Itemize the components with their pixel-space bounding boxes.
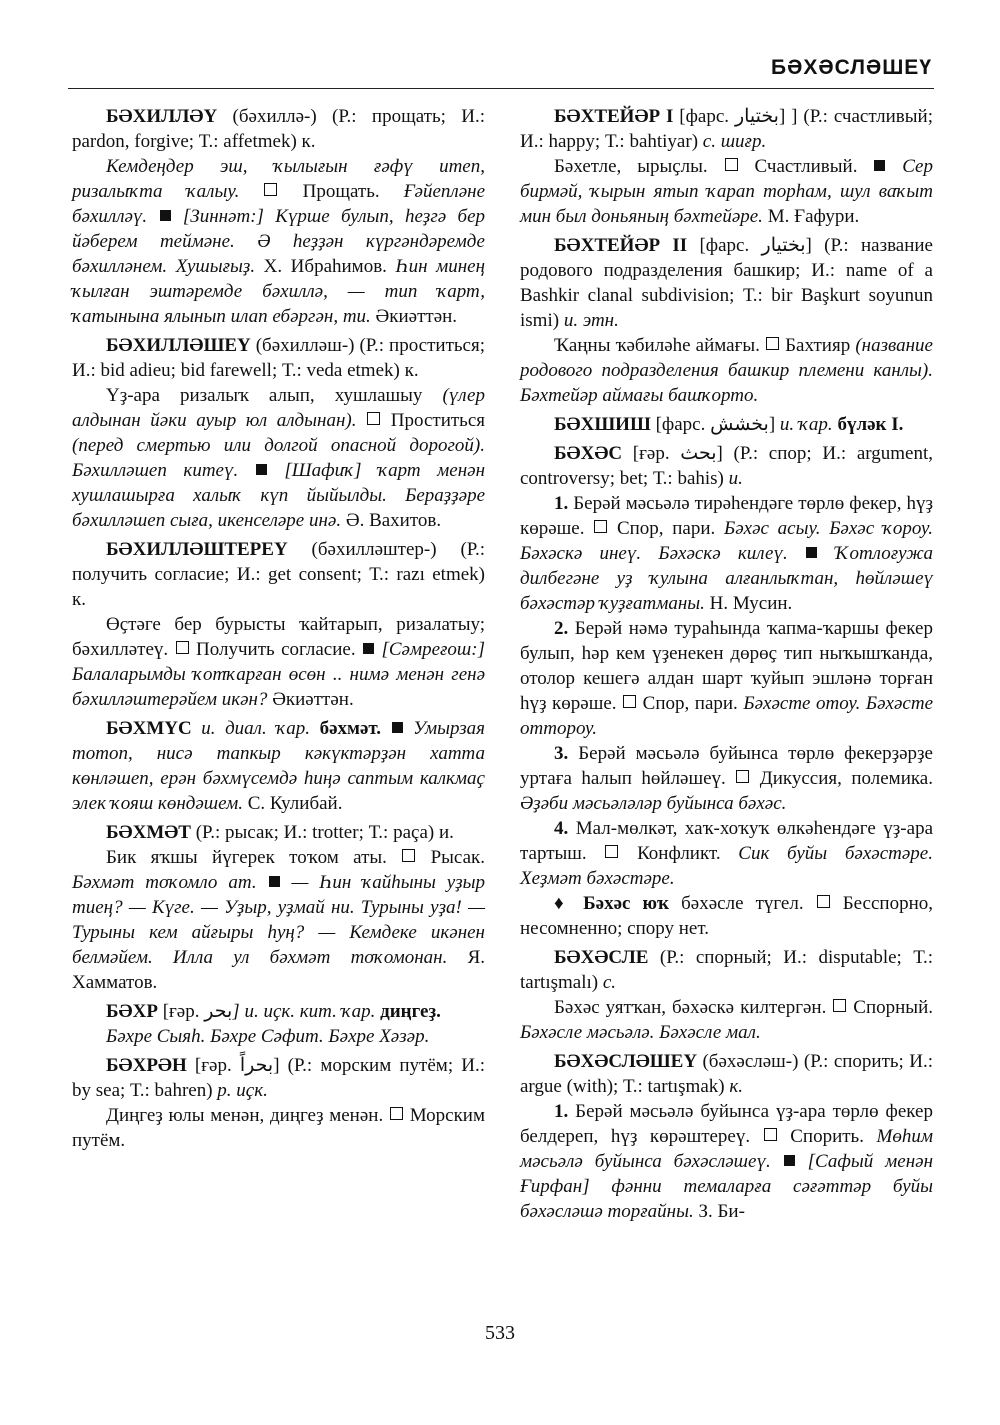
translation-marker-icon <box>766 337 779 350</box>
example: Ғәйепләне бәхилләү. <box>72 181 486 227</box>
definition-text: Берәй нәмә тураһында ҡапма-ҡаршы фекер булып, һәр кем үҙенекен дөрөҫ тип ныҡышҡанда, отолор кешегә алдан шарт ҡуйып эшләнә торған һүҙ көрәше. <box>520 618 933 714</box>
sense-1 <box>520 491 933 616</box>
translation-note: (название родового подразделения башкир племени канлы). Бәхтейәр аймағы башҡорто. <box>520 335 933 406</box>
headword: БӘХИЛЛӘҮ <box>106 106 218 127</box>
headword: БӘХИЛЛӘШЕҮ <box>106 335 251 356</box>
translation-marker-icon <box>390 1107 403 1120</box>
definition-text: Мал-мөлкәт, хаҡ-хоҡуҡ өлкәһендәге үҙ-ара тартыш. <box>520 818 933 864</box>
entry-meta: [ғәр. <box>157 1001 205 1022</box>
example: Бәхре Сыяһ. Бәхре Сәфит. Бәхре Хәзәр. <box>106 1026 430 1047</box>
quote: [Сәмреғош:] Балаларымды ҡотҡарған өсөн .. нимә менән генә бәхилләштерәйем икән? <box>72 639 485 710</box>
arabic-script: بختيار <box>734 106 779 127</box>
entry-meta: (Р.: спорный; И.: disputable; Т.: tartışmalı) <box>520 947 933 993</box>
example: Сик буйы бәхәстәре. Хеҙмәт бәхәстәре. <box>520 843 933 889</box>
translation-marker-icon <box>736 770 749 783</box>
header-rule <box>68 88 934 89</box>
translation-marker-icon <box>367 412 380 425</box>
translation-marker-icon <box>764 1128 777 1141</box>
definition <box>520 995 933 1045</box>
definition <box>520 333 933 408</box>
entry-meta: [фарс. <box>650 414 711 435</box>
entry-meta: (бәхиллә-) (Р.: прощать; И.: pardon, forgive; Т.: affetmek) к. <box>72 106 485 152</box>
quote: [Сафый менән Ғирфан] фәнни темаларға сәғәттәр буйы бәхәсләшә торғайны. <box>520 1151 934 1222</box>
entry-bahillau <box>72 104 485 154</box>
quote-author: Әкиәттән. <box>370 306 458 327</box>
cross-reference: бәхмәт. <box>319 718 382 739</box>
definition-text: Кемдеңдер эш, ҡылығын ғәфү итеп, ризалыҡта ҡалыу. <box>72 156 485 202</box>
translation: Спорить. <box>777 1126 877 1147</box>
headword: БӘХӘСЛӘШЕҮ <box>554 1051 698 1072</box>
quote-marker-icon <box>784 1155 795 1166</box>
definition <box>72 1024 485 1049</box>
translation: Бесспорно, несомненно; спору нет. <box>520 893 933 939</box>
quote: — Һин ҡайһыны уҙыр тиең? — Күге. — Уҙыр, уҙмай ни. Турыны уҙа! — Турыны кем айғыры һуң? — Кемдеке икәнен белмәйем. Илла ул бәхмәт тоҡомонан. <box>72 872 486 968</box>
headword: БӘХМҮС <box>106 718 192 739</box>
entry-bahaslasheu <box>520 1049 933 1099</box>
translation-marker-icon <box>402 849 415 862</box>
entry-meta: [ғәр. <box>186 1055 240 1076</box>
translation: Дикуссия, полемика. <box>750 768 933 789</box>
quote-author: Х. Ибраһимов. <box>255 256 396 277</box>
entry-meta: (Р.: рысак; И.: trotter; Т.: paça) и. <box>190 822 454 843</box>
quote-author: Ә. Вахитов. <box>341 510 442 531</box>
definition-text: Бик яҡшы йүгерек тоҡом аты. <box>106 847 402 868</box>
definition <box>72 1103 485 1153</box>
quote-author: З. Би- <box>693 1201 745 1222</box>
phrase-headword: Бәхәс юҡ <box>583 893 670 914</box>
entry-meta: р. иҫк. <box>217 1080 268 1101</box>
quote-author: Әкиәттән. <box>267 689 354 710</box>
example: Мөһим мәсьәлә буйынса бәхәсләшеү. <box>520 1126 933 1172</box>
entry-meta: (бәхилләш-) (Р.: проститься; И.: bid adieu; bid farewell; Т.: veda etmek) к. <box>72 335 485 381</box>
translation: Спор, пари. <box>608 518 725 539</box>
sense-number: 2. <box>554 618 569 639</box>
definition-text: Бәхетле, ырыҫлы. <box>554 156 724 177</box>
definition <box>72 383 485 533</box>
translation: Конфликт. <box>619 843 739 864</box>
entry-meta: ] <box>768 414 780 435</box>
entry-meta: к. <box>729 1076 743 1097</box>
definition-text: Өҫтәге бер бурысты ҡайтарып, ризалатыу; бәхилләтеү. <box>72 614 485 660</box>
entry-meta: и. <box>728 468 743 489</box>
definition <box>72 154 485 329</box>
headword: БӘХТЕЙӘР I <box>554 106 674 127</box>
entry-bahmat <box>72 820 485 845</box>
arabic-script: بخشش <box>710 414 769 435</box>
left-column <box>72 104 485 1153</box>
headword: БӘХМӘТ <box>106 822 191 843</box>
sense-number: 1. <box>554 493 569 514</box>
entry-bahran <box>72 1053 485 1103</box>
sense-number: 4. <box>554 818 569 839</box>
phrase <box>520 891 933 941</box>
sense-1 <box>520 1099 933 1224</box>
definition-text: бәхәсле түгел. <box>669 893 816 914</box>
headword: БӘХИЛЛӘШТЕРЕҮ <box>106 539 288 560</box>
definition <box>520 154 933 229</box>
entry-bahasle <box>520 945 933 995</box>
entry-meta: с. <box>602 972 617 993</box>
entry-bahshish <box>520 412 933 437</box>
headword: БӘХР <box>106 1001 158 1022</box>
definition-text: Ҡаңны ҡәбиләһе аймағы. <box>554 335 766 356</box>
sense-4 <box>520 816 933 891</box>
definition-text: Үҙ-ара ризалыҡ алып, хушлашыу <box>106 385 443 406</box>
quote-marker-icon <box>160 210 171 221</box>
sense-2 <box>520 616 933 741</box>
cross-reference: бүләк I. <box>837 414 904 435</box>
quote-author: М. Ғафури. <box>762 206 860 227</box>
translation: Рысак. <box>416 847 485 868</box>
entry-meta: (бәхилләштер-) (Р.: получить согласие; И.: get consent; Т.: razı etmek) к. <box>72 539 485 610</box>
quote: [Шафиҡ] ҡарт менән хушлашырға халыҡ күп йыйылды. Бераҙҙәре бәхилләшеп сыға, икенселәре инә. <box>72 460 485 531</box>
translation-marker-icon <box>605 845 618 858</box>
definition-note: (үлер алдынан йәки ауыр юл алдынан). <box>72 385 485 431</box>
definition <box>72 612 485 712</box>
translation: Спорный. <box>847 997 933 1018</box>
example: Бәхәс асыу. Бәхәс ҡороу. Бәхәскә инеү. Бәхәскә килеү. <box>520 518 933 564</box>
entry-meta: [фарс. <box>687 235 762 256</box>
sense-number: 3. <box>554 743 569 764</box>
headword: БӘХШИШ <box>554 414 651 435</box>
headword: БӘХӘС <box>554 443 623 464</box>
entry-bahillashtereu <box>72 537 485 612</box>
definition-text: Диңгеҙ юлы менән, диңгеҙ менән. <box>106 1105 389 1126</box>
entry-meta: ] (Р.: морским путём; И.: by sea; Т.: bahren) <box>72 1055 485 1101</box>
entry-meta: и. этн. <box>563 310 619 331</box>
right-column <box>520 104 933 1224</box>
translation: Морским путём. <box>72 1105 486 1151</box>
translation-marker-icon <box>594 520 607 533</box>
translation-marker-icon <box>264 183 277 196</box>
translation-marker-icon <box>833 999 846 1012</box>
sense-number: 1. <box>554 1101 569 1122</box>
translation: Счастливый. <box>738 156 858 177</box>
example: Бәхәсте отоу. Бәхәсте оттороу. <box>520 693 933 739</box>
example: Бәхәсле мәсьәлә. Бәхәсле мал. <box>520 1022 761 1043</box>
quote-marker-icon <box>806 547 817 558</box>
arabic-script: بحر <box>204 1001 233 1022</box>
entry-meta: (бәхәсләш-) (Р.: спорить; И.: argue (with); Т.: tartışmak) <box>520 1051 933 1097</box>
quote-author: Н. Мусин. <box>704 593 793 614</box>
entry-meta: ] ] (Р.: счастливый; И.: happy; Т.: bahtiyar) <box>520 106 933 152</box>
entry-meta: и. ҡар. <box>779 414 838 435</box>
quote: Һин минең ҡылған эштәремде бәхиллә, — тип ҡарт, ҡатынына ялынып илап ебәргән, ти. <box>72 256 485 327</box>
arabic-script: بحث <box>680 443 717 464</box>
quote-marker-icon <box>256 464 267 475</box>
quote-marker-icon <box>392 722 403 733</box>
example: Бәхмәт тоҡомло ат. <box>72 872 257 893</box>
translation-marker-icon <box>725 158 738 171</box>
translation: Прощать. <box>278 181 404 202</box>
headword: БӘХРӘН <box>106 1055 187 1076</box>
diamond-icon: ♦ <box>554 893 572 914</box>
entry-bahmus <box>72 716 485 816</box>
cross-reference: диңгеҙ. <box>380 1001 441 1022</box>
quote: Умырзая тотоп, нисә тапкыр кәкүктәрҙән хатта көнләшеп, ерән бәхмүсемдә һиңә саптым калкмаҫ элек ҡояш көндәшем. <box>72 718 486 814</box>
entry-meta: [фарс. <box>673 106 735 127</box>
entry-bahteyar-2 <box>520 233 933 333</box>
headword: БӘХТЕЙӘР II <box>554 235 688 256</box>
entry-meta: ] (Р.: название родового подразделения башкир; И.: name of a Bashkir clanal subdivision; Т.: bir Başkurt soyunun ismi) <box>520 235 933 331</box>
page-number: 533 <box>485 1322 515 1344</box>
quote-marker-icon <box>269 876 280 887</box>
quote: Ҡотлоғужа дилбегәне уҙ ҡулына алғанлыҡтан, һөйләшеү бәхәстәр ҡуҙғатманы. <box>520 543 933 614</box>
quote-author: Я. Хамматов. <box>72 947 485 993</box>
entry-meta: и. диал. ҡар. <box>191 718 320 739</box>
quote-marker-icon <box>363 643 374 654</box>
definition <box>72 845 485 995</box>
quote: [Зиннәт:] Күрше булып, һеҙгә бер йәберем теймәне. Ә һеҙҙән күргәндәремде бәхилләнем. Хушығыҙ. <box>72 206 486 277</box>
arabic-script: بختيار <box>761 235 806 256</box>
entry-bahas <box>520 441 933 491</box>
definition-text: Бәхәс уятҡан, бәхәскә килтергән. <box>554 997 833 1018</box>
quote-author: С. Кулибай. <box>242 793 343 814</box>
entry-bahteyar-1 <box>520 104 933 154</box>
running-head: БӘХӘСЛӘШЕҮ <box>770 56 932 79</box>
entry-bahillashau <box>72 333 485 383</box>
entry-meta: [ғәр. <box>622 443 681 464</box>
translation: Проститься <box>381 410 486 431</box>
example: Әҙәби мәсьәләләр буйынса бәхәс. <box>520 793 787 814</box>
definition-text: Берәй мәсьәлә буйынса үҙ-ара төрлө фекер белдереп, һүҙ көрәштереү. <box>520 1101 933 1147</box>
definition-text: Берәй мәсьәлә тирәһендәге төрлө фекер, һүҙ көрәше. <box>520 493 933 539</box>
entry-meta: ] и. иҫк. кит. ҡар. <box>232 1001 381 1022</box>
arabic-script: بحراً <box>239 1055 274 1076</box>
definition-text: Берәй мәсьәлә буйынса төрлө фекерҙәрҙе уртаға һалып һөйләшеү. <box>520 743 933 789</box>
translation: Бахтияр <box>780 335 856 356</box>
translation: Получить согласие. <box>189 639 363 660</box>
quote: Сер бирмәй, ҡырын ятып ҡарап торһам, шул ваҡыт мин был доньяның бәхтейәре. <box>520 156 933 227</box>
headword: БӘХӘСЛЕ <box>554 947 649 968</box>
entry-meta: ] (Р.: спор; И.: argument, controversy; bet; Т.: bahis) <box>520 443 933 489</box>
translation-note: (перед смертью или долгой опасной дорогой). Бәхилләшеп китеү. <box>72 435 485 481</box>
translation-marker-icon <box>623 695 636 708</box>
quote-marker-icon <box>874 160 885 171</box>
entry-meta: с. шиғр. <box>702 131 767 152</box>
translation-marker-icon <box>817 895 830 908</box>
translation-marker-icon <box>176 641 189 654</box>
entry-bahr <box>72 999 485 1024</box>
translation: Спор, пари. <box>637 693 744 714</box>
sense-3 <box>520 741 933 816</box>
